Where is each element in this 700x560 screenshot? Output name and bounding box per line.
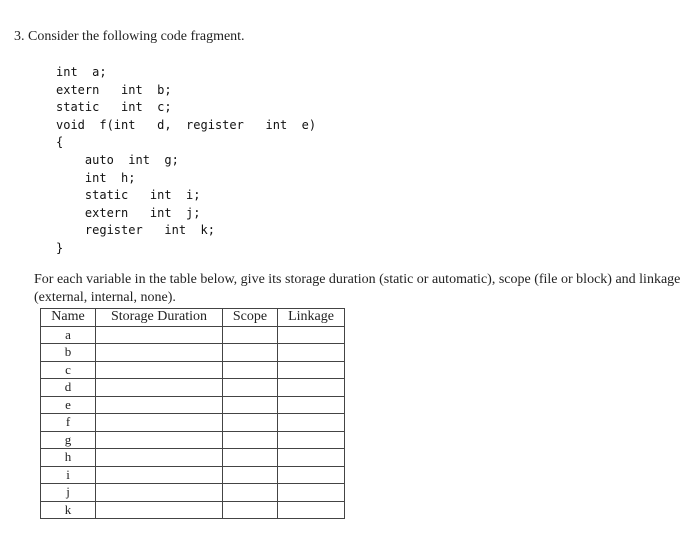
question-heading: 3. Consider the following code fragment. bbox=[14, 29, 245, 44]
cell-name: c bbox=[41, 361, 96, 379]
cell-scope[interactable] bbox=[223, 431, 278, 449]
code-line: { bbox=[56, 135, 64, 150]
cell-linkage[interactable] bbox=[278, 361, 345, 379]
table-row bbox=[41, 431, 345, 449]
cell-name: a bbox=[41, 326, 96, 344]
code-line: void f(int d, register int e) bbox=[56, 117, 317, 132]
header-name: Name bbox=[41, 309, 96, 327]
cell-linkage[interactable] bbox=[278, 501, 345, 519]
instructions-paragraph: For each variable in the table below, give its storage duration (static or automatic), scope (file or block) and linkage (external, internal, none). bbox=[34, 272, 681, 305]
cell-name: d bbox=[41, 379, 96, 397]
cell-scope[interactable] bbox=[223, 326, 278, 344]
code-line: } bbox=[56, 240, 64, 255]
header-scope: Scope bbox=[223, 309, 278, 327]
cell-storage-duration[interactable] bbox=[96, 449, 223, 467]
table-row bbox=[41, 326, 345, 344]
cell-scope[interactable] bbox=[223, 414, 278, 432]
code-line: extern int b; bbox=[56, 82, 172, 97]
cell-linkage[interactable] bbox=[278, 449, 345, 467]
cell-storage-duration[interactable] bbox=[96, 361, 223, 379]
cell-linkage[interactable] bbox=[278, 431, 345, 449]
table-row bbox=[41, 449, 345, 467]
code-line: extern int j; bbox=[56, 205, 201, 220]
table-row bbox=[41, 484, 345, 502]
cell-scope[interactable] bbox=[223, 449, 278, 467]
header-storage-duration: Storage Duration bbox=[96, 309, 223, 327]
table-row bbox=[41, 361, 345, 379]
table-row bbox=[41, 379, 345, 397]
code-line: int a; bbox=[56, 65, 107, 79]
cell-linkage[interactable] bbox=[278, 344, 345, 362]
cell-scope[interactable] bbox=[223, 501, 278, 519]
cell-scope[interactable] bbox=[223, 466, 278, 484]
cell-name: i bbox=[41, 466, 96, 484]
code-line: auto int g; bbox=[56, 152, 179, 167]
cell-name: h bbox=[41, 449, 96, 467]
table-row bbox=[41, 344, 345, 362]
cell-linkage[interactable] bbox=[278, 326, 345, 344]
code-line: int h; bbox=[56, 170, 136, 185]
cell-storage-duration[interactable] bbox=[96, 326, 223, 344]
cell-linkage[interactable] bbox=[278, 484, 345, 502]
cell-storage-duration[interactable] bbox=[96, 344, 223, 362]
table-row bbox=[41, 466, 345, 484]
table-row bbox=[41, 396, 345, 414]
cell-scope[interactable] bbox=[223, 344, 278, 362]
cell-name: e bbox=[41, 396, 96, 414]
variable-table bbox=[40, 308, 345, 519]
cell-linkage[interactable] bbox=[278, 396, 345, 414]
cell-storage-duration[interactable] bbox=[96, 379, 223, 397]
code-line: register int k; bbox=[56, 223, 215, 238]
cell-storage-duration[interactable] bbox=[96, 431, 223, 449]
cell-name: j bbox=[41, 484, 96, 502]
cell-linkage[interactable] bbox=[278, 379, 345, 397]
cell-linkage[interactable] bbox=[278, 466, 345, 484]
cell-name: f bbox=[41, 414, 96, 432]
cell-storage-duration[interactable] bbox=[96, 501, 223, 519]
cell-name: b bbox=[41, 344, 96, 362]
cell-name: k bbox=[41, 501, 96, 519]
cell-scope[interactable] bbox=[223, 484, 278, 502]
cell-scope[interactable] bbox=[223, 396, 278, 414]
code-line: static int i; bbox=[56, 188, 201, 203]
cell-storage-duration[interactable] bbox=[96, 414, 223, 432]
cell-scope[interactable] bbox=[223, 361, 278, 379]
code-fragment bbox=[56, 64, 316, 258]
cell-linkage[interactable] bbox=[278, 414, 345, 432]
cell-storage-duration[interactable] bbox=[96, 396, 223, 414]
cell-storage-duration[interactable] bbox=[96, 466, 223, 484]
cell-name: g bbox=[41, 431, 96, 449]
table-row bbox=[41, 414, 345, 432]
code-line: static int c; bbox=[56, 100, 172, 115]
cell-storage-duration[interactable] bbox=[96, 484, 223, 502]
header-linkage: Linkage bbox=[278, 309, 345, 327]
table-row bbox=[41, 501, 345, 519]
table-header-row bbox=[41, 309, 345, 327]
cell-scope[interactable] bbox=[223, 379, 278, 397]
